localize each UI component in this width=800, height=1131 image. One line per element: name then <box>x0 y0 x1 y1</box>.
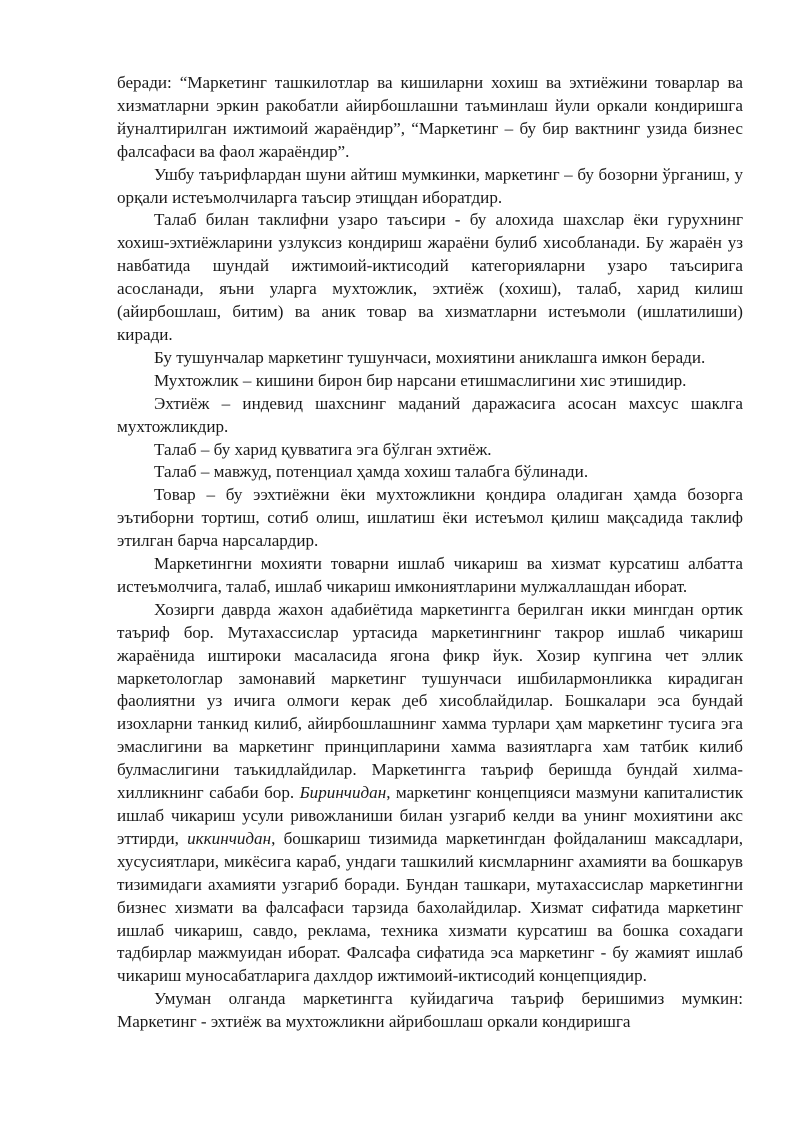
definition-paragraph <box>117 461 743 484</box>
text-run: Мухтожлик – кишини бирон бир нарсани етишмаслигини хис этишидир. <box>154 370 687 390</box>
text-run: Хозирги даврда жахон адабиётида маркетингга берилган икки мингдан ортик таъриф бор. Мутахассислар уртасида маркетингнинг такрор ишлаб чикариш жараёнида иштироки масаласида ягона фикр йук. Хозир купгина чет эллик маркетологлар замонавий маркетинг тушунчаси ишбилармонликка кирадиган фаолиятни уз ичига олмоги керак деб хисоблайдилар. Бошкалари эса бундай изохларни танкид килиб, айирбошлашнинг хамма турлари ҳам маркетинг тусига эга эмаслигини ва маркетинг принципларини хамма вазиятларга хам татбик килиб булмаслигини таъкидлайдилар. Маркетингга таъриф беришда бундай хилма-хилликнинг сабаби бор. <box>117 599 743 803</box>
text-run: Бу тушунчалар маркетинг тушунчаси, мохиятини аниклашга имкон беради. <box>154 347 706 367</box>
text-run: беради: “Маркетинг ташкилотлар ва кишиларни хохиш ва эхтиёжини товарлар ва хизматларни эркин ракобатли айирбошлашни таъминлаш йули оркали кондиришга йуналтирилган ижтимоий жараёндир”, “Маркетинг – бу бир вактнинг узида бизнес фалсафаси ва фаол жараёндир”. <box>117 73 743 161</box>
definition-paragraph <box>117 484 743 553</box>
text-run: Талаб – мавжуд, потенциал ҳамда хохиш талабга бўлинади. <box>154 462 589 482</box>
paragraph <box>117 347 743 370</box>
paragraph <box>117 988 743 1034</box>
definition-paragraph <box>117 439 743 462</box>
text-run: , бошкариш тизимида маркетингдан фойдаланиш максадлари, хусусиятлари, микёсига караб, ундаги ташкилий кисмларнинг ахамияти ва бошкарув тизимидаги ахамияти узгариб боради. Бундан ташкари, мутахассислар маркетингни бизнес хизмати ва фалсафаси тарзида бахолайдилар. Хизмат сифатида маркетинг ишлаб чикариш, савдо, реклама, техника хизмати курсатиш ва бошка сохадаги тадбирлар мажмуидан иборат. Фалсафа сифатида эса маркетинг - бу жамият ишлаб чикариш муносабатларига дахлдор ижтимоий-иктисодий концепциядир. <box>117 828 744 986</box>
paragraph <box>117 72 743 164</box>
paragraph <box>117 553 743 599</box>
text-run: Маркетингни мохияти товарни ишлаб чикариш ва хизмат курсатиш албатта истеъмолчига, талаб, ишлаб чикариш имкониятларини мулжаллашдан иборат. <box>117 554 743 596</box>
text-run: Эхтиёж – индевид шахснинг маданий даражасига асосан махсус шаклга мухтожликдир. <box>117 393 743 436</box>
text-run: Ушбу таърифлардан шуни айтиш мумкинки, маркетинг – бу бозорни ўрганиш, у орқали истеъмолчиларга таъсир этищдан иборатдир. <box>117 164 743 207</box>
document-page <box>117 72 743 1034</box>
text-run: Талаб билан таклифни узаро таъсири - бу алохида шахслар ёки гурухнинг хохиш-эхтиёжларини узлуксиз кондириш жараёни булиб хисобланади. Бу жараён уз навбатида шундай ижтимоий-иктисодий категорияларни узаро таъсирига асосланади, яъни уларга мухтожлик, эхтиёж (хохиш), талаб, харид килиш (айирбошлаш, битим) ва аник товар ва хизматларни истеъмоли (ишлатилиши) киради. <box>117 210 743 344</box>
italic-text-run: иккинчидан <box>187 828 272 848</box>
italic-text-run: Биринчидан <box>299 783 387 803</box>
definition-paragraph <box>117 393 743 439</box>
definition-paragraph <box>117 370 743 393</box>
paragraph <box>117 209 743 346</box>
text-run: Умуман олганда маркетингга куйидагича таъриф беришимиз мумкин: Маркетинг - эхтиёж ва мухтожликни айрибошлаш оркали кондиришга <box>117 989 743 1032</box>
paragraph <box>117 164 743 210</box>
text-run: Товар – бу ээхтиёжни ёки мухтожликни қондира оладиган ҳамда бозорга эътиборни тортиш, сотиб олиш, ишлатиш ёки истеъмол қилиш мақсадида таклиф этилган барча нарсалардир. <box>117 485 743 551</box>
paragraph <box>117 599 743 988</box>
text-run: Талаб – бу харид қувватига эга бўлган эхтиёж. <box>154 439 492 459</box>
text-run: , маркетинг концепцияси мазмуни капиталистик ишлаб чикариш усули ривожланиши билан узгариб келди ва унинг мохиятини акс эттирди, <box>117 783 743 848</box>
